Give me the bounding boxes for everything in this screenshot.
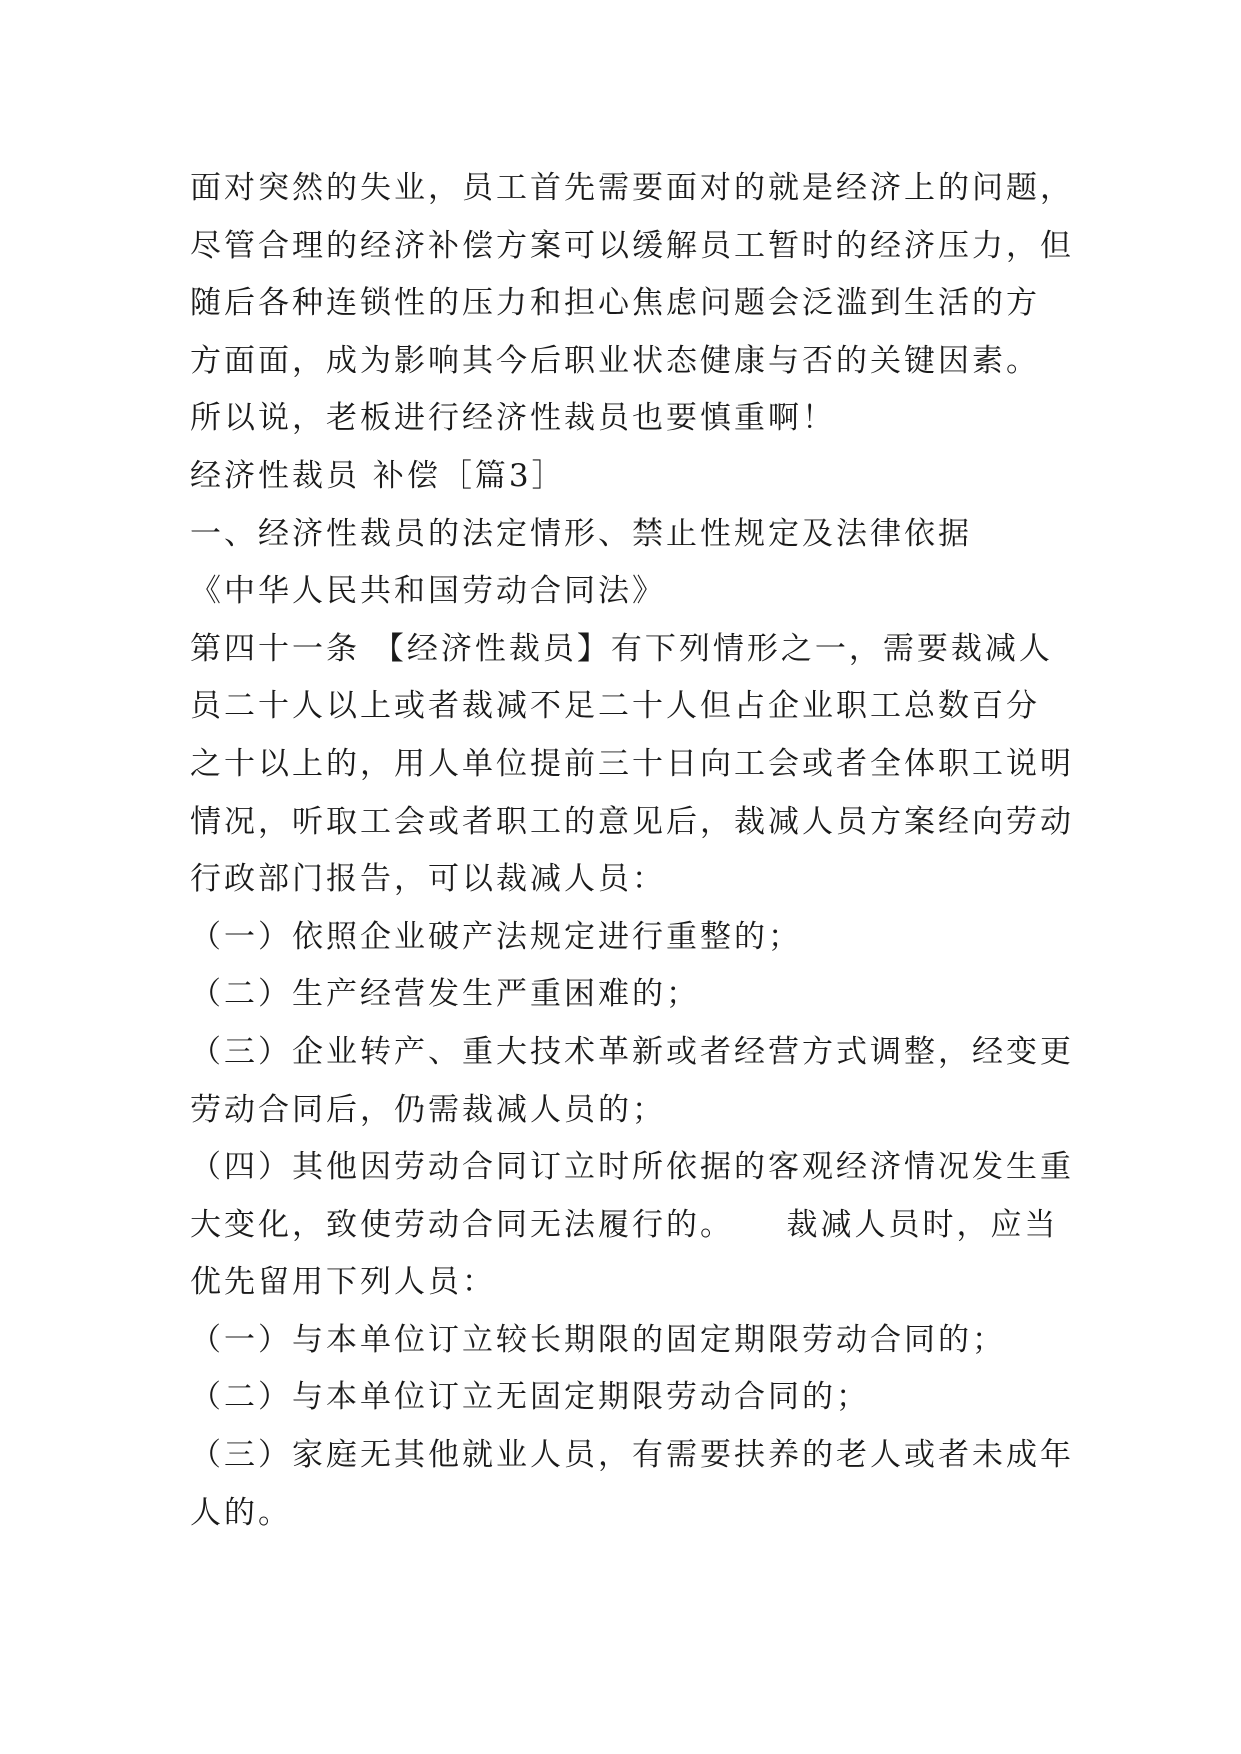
list-item: （二）与本单位订立无固定期限劳动合同的； [190, 1379, 870, 1416]
article-line: 员二十人以上或者裁减不足二十人但占企业职工总数百分 [190, 688, 1040, 725]
list-item: （三）家庭无其他就业人员，有需要扶养的老人或者未成年 [190, 1437, 1074, 1474]
list-item: （一）依照企业破产法规定进行重整的； [190, 918, 802, 955]
text-line: 方面面，成为影响其今后职业状态健康与否的关键因素。 [190, 342, 1040, 379]
text-line: 优先留用下列人员： [190, 1264, 496, 1301]
body-text [190, 160, 1090, 1542]
list-item: （一）与本单位订立较长期限的固定期限劳动合同的； [190, 1321, 1006, 1358]
article-line: 之十以上的，用人单位提前三十日向工会或者全体职工说明 [190, 745, 1074, 782]
text-line: 所以说，老板进行经济性裁员也要慎重啊！ [190, 400, 836, 437]
text-line: 随后各种连锁性的压力和担心焦虑问题会泛滥到生活的方 [190, 285, 1040, 322]
list-item: 人的。 [190, 1494, 292, 1531]
list-item: 劳动合同后，仍需裁减人员的； [190, 1091, 666, 1128]
text-line: 面对突然的失业，员工首先需要面对的就是经济上的问题， [190, 170, 1074, 206]
section-heading: 一、经济性裁员的法定情形、禁止性规定及法律依据 [190, 515, 972, 552]
text-line: 尽管合理的经济补偿方案可以缓解员工暂时的经济压力，但 [190, 227, 1074, 264]
list-item: （二）生产经营发生严重困难的； [190, 976, 700, 1013]
list-item: （四）其他因劳动合同订立时所依据的客观经济情况发生重 [190, 1149, 1074, 1186]
article-line: 第四十一条 【经济性裁员】有下列情形之一，需要裁减人 [190, 630, 1053, 667]
list-item: 大变化，致使劳动合同无法履行的。 裁减人员时，应当 [190, 1206, 1059, 1243]
list-item: （三）企业转产、重大技术革新或者经营方式调整，经变更 [190, 1033, 1074, 1070]
article-line: 行政部门报告，可以裁减人员： [190, 861, 666, 898]
section-title: 经济性裁员 补偿［篇3］ [190, 457, 566, 494]
law-title: 《中华人民共和国劳动合同法》 [190, 573, 666, 610]
article-line: 情况，听取工会或者职工的意见后，裁减人员方案经向劳动 [190, 803, 1074, 840]
